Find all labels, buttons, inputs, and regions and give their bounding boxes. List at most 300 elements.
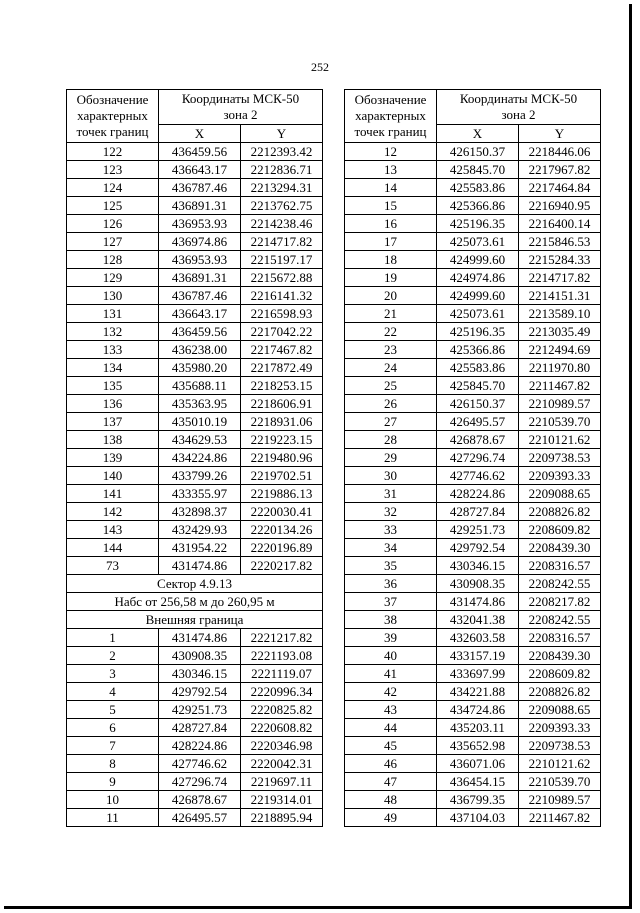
coord-y: 2220030.41 [241, 503, 323, 521]
point-number: 5 [67, 701, 159, 719]
coord-x: 425366.86 [437, 341, 519, 359]
coord-y: 2219223.15 [241, 431, 323, 449]
table-row [345, 287, 601, 305]
coord-y: 2208316.57 [519, 629, 601, 647]
table-row [345, 251, 601, 269]
point-number: 48 [345, 791, 437, 809]
table-row [67, 737, 323, 755]
coord-y: 2220608.82 [241, 719, 323, 737]
coord-x: 435010.19 [159, 413, 241, 431]
point-number: 124 [67, 179, 159, 197]
table-row [345, 269, 601, 287]
point-number: 40 [345, 647, 437, 665]
coord-y: 2209738.53 [519, 449, 601, 467]
coord-x: 425845.70 [437, 377, 519, 395]
point-number: 137 [67, 413, 159, 431]
table-row [67, 161, 323, 179]
coord-y: 2219480.96 [241, 449, 323, 467]
coord-y: 2218253.15 [241, 377, 323, 395]
table-row [67, 701, 323, 719]
point-number: 11 [67, 809, 159, 827]
coord-x: 430346.15 [437, 557, 519, 575]
point-number: 123 [67, 161, 159, 179]
coord-x: 436238.00 [159, 341, 241, 359]
coord-x: 426878.67 [159, 791, 241, 809]
point-number: 46 [345, 755, 437, 773]
point-number: 25 [345, 377, 437, 395]
table-row [67, 359, 323, 377]
table-row [345, 449, 601, 467]
table-row [67, 323, 323, 341]
table-row [67, 647, 323, 665]
table-row [345, 143, 601, 161]
coord-x: 435363.95 [159, 395, 241, 413]
point-number: 27 [345, 413, 437, 431]
point-number: 43 [345, 701, 437, 719]
coord-y: 2211467.82 [519, 809, 601, 827]
point-number: 44 [345, 719, 437, 737]
point-number: 138 [67, 431, 159, 449]
coord-y: 2210539.70 [519, 413, 601, 431]
point-number: 8 [67, 755, 159, 773]
table-row [67, 251, 323, 269]
table-row [67, 143, 323, 161]
table-row [345, 521, 601, 539]
point-number: 9 [67, 773, 159, 791]
header-point-designation: Обозначение характерных точек границ [345, 90, 437, 143]
header-x: X [159, 125, 241, 143]
coord-y: 2209738.53 [519, 737, 601, 755]
coord-x: 435980.20 [159, 359, 241, 377]
coord-y: 2215197.17 [241, 251, 323, 269]
coord-x: 430908.35 [159, 647, 241, 665]
table-row [345, 593, 601, 611]
coord-x: 434629.53 [159, 431, 241, 449]
point-number: 14 [345, 179, 437, 197]
coord-y: 2214717.82 [241, 233, 323, 251]
coord-y: 2219702.51 [241, 467, 323, 485]
coord-y: 2208217.82 [519, 593, 601, 611]
point-number: 131 [67, 305, 159, 323]
coord-x: 426150.37 [437, 143, 519, 161]
table-row [345, 773, 601, 791]
coord-x: 427296.74 [437, 449, 519, 467]
point-number: 144 [67, 539, 159, 557]
point-number: 134 [67, 359, 159, 377]
point-number: 125 [67, 197, 159, 215]
coord-y: 2213589.10 [519, 305, 601, 323]
coord-x: 435688.11 [159, 377, 241, 395]
coord-y: 2212393.42 [241, 143, 323, 161]
point-number: 24 [345, 359, 437, 377]
coord-y: 2216141.32 [241, 287, 323, 305]
table-row [67, 233, 323, 251]
coord-x: 425073.61 [437, 305, 519, 323]
table-row [345, 755, 601, 773]
coord-y: 2221217.82 [241, 629, 323, 647]
table-row [67, 215, 323, 233]
table-row [67, 791, 323, 809]
coord-y: 2216940.95 [519, 197, 601, 215]
coord-x: 427746.62 [437, 467, 519, 485]
point-number: 6 [67, 719, 159, 737]
coord-x: 430908.35 [437, 575, 519, 593]
coord-x: 425583.86 [437, 179, 519, 197]
coord-x: 436643.17 [159, 305, 241, 323]
point-number: 12 [345, 143, 437, 161]
page-number: 252 [311, 60, 329, 74]
table-row [67, 287, 323, 305]
table-row [345, 809, 601, 827]
coord-y: 2221193.08 [241, 647, 323, 665]
coord-x: 424999.60 [437, 287, 519, 305]
coord-x: 435652.98 [437, 737, 519, 755]
point-number: 136 [67, 395, 159, 413]
table-row [67, 413, 323, 431]
table-row [345, 485, 601, 503]
coord-y: 2210121.62 [519, 431, 601, 449]
point-number: 130 [67, 287, 159, 305]
coord-x: 432898.37 [159, 503, 241, 521]
table-row [67, 179, 323, 197]
table-row [67, 197, 323, 215]
coord-x: 436787.46 [159, 287, 241, 305]
point-number: 133 [67, 341, 159, 359]
table-row [345, 647, 601, 665]
coord-y: 2212494.69 [519, 341, 601, 359]
point-number: 45 [345, 737, 437, 755]
coord-y: 2209393.33 [519, 719, 601, 737]
coord-x: 435203.11 [437, 719, 519, 737]
header-coordinates: Координаты МСК-50 зона 2 [437, 90, 601, 125]
point-number: 17 [345, 233, 437, 251]
point-number: 3 [67, 665, 159, 683]
point-number: 26 [345, 395, 437, 413]
coord-y: 2210121.62 [519, 755, 601, 773]
point-number: 49 [345, 809, 437, 827]
table-row [345, 467, 601, 485]
point-number: 127 [67, 233, 159, 251]
coord-y: 2208826.82 [519, 503, 601, 521]
coord-x: 425583.86 [437, 359, 519, 377]
coord-y: 2209088.65 [519, 701, 601, 719]
point-number: 2 [67, 647, 159, 665]
coord-y: 2208609.82 [519, 521, 601, 539]
coord-x: 425845.70 [437, 161, 519, 179]
coord-x: 436974.86 [159, 233, 241, 251]
coord-y: 2212836.71 [241, 161, 323, 179]
point-number: 33 [345, 521, 437, 539]
coord-x: 426150.37 [437, 395, 519, 413]
coord-x: 429792.54 [159, 683, 241, 701]
table-row [345, 557, 601, 575]
table-row [67, 449, 323, 467]
table-row [345, 305, 601, 323]
table-row [67, 665, 323, 683]
header-y: Y [241, 125, 323, 143]
table-row [345, 503, 601, 521]
point-number: 21 [345, 305, 437, 323]
boundary-label: Внешняя граница [67, 611, 323, 629]
point-number: 7 [67, 737, 159, 755]
coord-y: 2215846.53 [519, 233, 601, 251]
coord-y: 2209088.65 [519, 485, 601, 503]
coord-x: 431474.86 [437, 593, 519, 611]
coord-x: 436459.56 [159, 143, 241, 161]
table-row [67, 485, 323, 503]
coord-x: 427296.74 [159, 773, 241, 791]
coord-y: 2210989.57 [519, 395, 601, 413]
coord-y: 2213035.49 [519, 323, 601, 341]
table-row [345, 341, 601, 359]
coord-x: 424999.60 [437, 251, 519, 269]
table-row [345, 575, 601, 593]
coord-x: 428224.86 [159, 737, 241, 755]
point-number: 73 [67, 557, 159, 575]
coord-y: 2214717.82 [519, 269, 601, 287]
table-row [345, 395, 601, 413]
table-row [345, 413, 601, 431]
coord-y: 2218446.06 [519, 143, 601, 161]
point-number: 37 [345, 593, 437, 611]
coord-y: 2208609.82 [519, 665, 601, 683]
coord-y: 2220196.89 [241, 539, 323, 557]
coord-y: 2220825.82 [241, 701, 323, 719]
point-number: 142 [67, 503, 159, 521]
point-number: 34 [345, 539, 437, 557]
coord-x: 436891.31 [159, 197, 241, 215]
table-row [345, 665, 601, 683]
coord-x: 426495.57 [159, 809, 241, 827]
point-number: 30 [345, 467, 437, 485]
coord-x: 425073.61 [437, 233, 519, 251]
coord-y: 2211467.82 [519, 377, 601, 395]
point-number: 28 [345, 431, 437, 449]
coord-y: 2215672.88 [241, 269, 323, 287]
point-number: 29 [345, 449, 437, 467]
table-row [345, 161, 601, 179]
coord-y: 2219697.11 [241, 773, 323, 791]
coord-x: 432603.58 [437, 629, 519, 647]
coord-x: 433355.97 [159, 485, 241, 503]
coord-y: 2217967.82 [519, 161, 601, 179]
coord-x: 437104.03 [437, 809, 519, 827]
table-row [67, 809, 323, 827]
point-number: 13 [345, 161, 437, 179]
table-row [345, 611, 601, 629]
point-number: 39 [345, 629, 437, 647]
point-number: 22 [345, 323, 437, 341]
table-row [345, 701, 601, 719]
coord-x: 436891.31 [159, 269, 241, 287]
coord-x: 425196.35 [437, 323, 519, 341]
point-number: 1 [67, 629, 159, 647]
coord-y: 2208242.55 [519, 575, 601, 593]
point-number: 141 [67, 485, 159, 503]
coord-y: 2217467.82 [241, 341, 323, 359]
table-row [67, 773, 323, 791]
point-number: 126 [67, 215, 159, 233]
coord-x: 431954.22 [159, 539, 241, 557]
point-number: 38 [345, 611, 437, 629]
coord-y: 2220134.26 [241, 521, 323, 539]
coord-y: 2218606.91 [241, 395, 323, 413]
table-row [345, 719, 601, 737]
coord-y: 2220346.98 [241, 737, 323, 755]
table-row [67, 377, 323, 395]
coord-x: 433697.99 [437, 665, 519, 683]
point-number: 32 [345, 503, 437, 521]
table-row [67, 431, 323, 449]
coord-y: 2216400.14 [519, 215, 601, 233]
header-y: Y [519, 125, 601, 143]
table-row [67, 341, 323, 359]
coord-x: 436459.56 [159, 323, 241, 341]
coord-x: 430346.15 [159, 665, 241, 683]
coord-y: 2216598.93 [241, 305, 323, 323]
coord-y: 2220217.82 [241, 557, 323, 575]
table-row [67, 269, 323, 287]
coord-x: 425196.35 [437, 215, 519, 233]
table-row [345, 377, 601, 395]
table-row [345, 737, 601, 755]
coord-y: 2221119.07 [241, 665, 323, 683]
coord-x: 436953.93 [159, 215, 241, 233]
coord-y: 2218895.94 [241, 809, 323, 827]
point-number: 41 [345, 665, 437, 683]
coord-y: 2214238.46 [241, 215, 323, 233]
point-number: 35 [345, 557, 437, 575]
coord-x: 434724.86 [437, 701, 519, 719]
point-number: 132 [67, 323, 159, 341]
table-row [345, 431, 601, 449]
point-number: 19 [345, 269, 437, 287]
point-number: 42 [345, 683, 437, 701]
coord-x: 436953.93 [159, 251, 241, 269]
coord-y: 2213762.75 [241, 197, 323, 215]
coord-y: 2215284.33 [519, 251, 601, 269]
coord-x: 436643.17 [159, 161, 241, 179]
table-row [345, 215, 601, 233]
coord-x: 433157.19 [437, 647, 519, 665]
point-number: 4 [67, 683, 159, 701]
coord-y: 2208439.30 [519, 539, 601, 557]
coord-x: 433799.26 [159, 467, 241, 485]
table-row [67, 503, 323, 521]
table-row [345, 791, 601, 809]
point-number: 15 [345, 197, 437, 215]
coord-x: 434221.88 [437, 683, 519, 701]
point-number: 129 [67, 269, 159, 287]
table-row [345, 179, 601, 197]
table-row [67, 755, 323, 773]
point-number: 18 [345, 251, 437, 269]
coord-y: 2211970.80 [519, 359, 601, 377]
coord-x: 434224.86 [159, 449, 241, 467]
table-row [345, 683, 601, 701]
table-row [67, 629, 323, 647]
coord-y: 2208826.82 [519, 683, 601, 701]
point-number: 10 [67, 791, 159, 809]
header-point-designation: Обозначение характерных точек границ [67, 90, 159, 143]
table-row [345, 539, 601, 557]
point-number: 31 [345, 485, 437, 503]
header-coordinates: Координаты МСК-50 зона 2 [159, 90, 323, 125]
point-number: 23 [345, 341, 437, 359]
table-row [345, 197, 601, 215]
coord-y: 2217872.49 [241, 359, 323, 377]
table-row [345, 629, 601, 647]
coord-x: 431474.86 [159, 629, 241, 647]
table-row [67, 467, 323, 485]
table-row [67, 683, 323, 701]
coord-y: 2220042.31 [241, 755, 323, 773]
point-number: 36 [345, 575, 437, 593]
table-row [67, 557, 323, 575]
table-row [345, 323, 601, 341]
coordinates-table-left [66, 89, 323, 827]
coord-x: 432041.38 [437, 611, 519, 629]
coord-x: 432429.93 [159, 521, 241, 539]
coord-x: 436799.35 [437, 791, 519, 809]
coord-x: 429251.73 [437, 521, 519, 539]
point-number: 128 [67, 251, 159, 269]
table-row [67, 395, 323, 413]
coord-x: 424974.86 [437, 269, 519, 287]
sector-height-range: Набс от 256,58 м до 260,95 м [67, 593, 323, 611]
table-row [67, 719, 323, 737]
sector-title: Сектор 4.9.13 [67, 575, 323, 593]
coord-x: 429792.54 [437, 539, 519, 557]
coord-y: 2220996.34 [241, 683, 323, 701]
point-number: 140 [67, 467, 159, 485]
table-row [67, 539, 323, 557]
point-number: 143 [67, 521, 159, 539]
coord-y: 2208242.55 [519, 611, 601, 629]
table-row [345, 359, 601, 377]
coord-y: 2208316.57 [519, 557, 601, 575]
coord-y: 2217042.22 [241, 323, 323, 341]
coord-y: 2219314.01 [241, 791, 323, 809]
table-row [67, 305, 323, 323]
coord-x: 426878.67 [437, 431, 519, 449]
point-number: 139 [67, 449, 159, 467]
coord-x: 436787.46 [159, 179, 241, 197]
coord-y: 2213294.31 [241, 179, 323, 197]
coord-x: 426495.57 [437, 413, 519, 431]
coord-y: 2210539.70 [519, 773, 601, 791]
coordinates-table-right [344, 89, 601, 827]
coord-x: 431474.86 [159, 557, 241, 575]
coord-x: 428727.84 [159, 719, 241, 737]
point-number: 47 [345, 773, 437, 791]
table-row [345, 233, 601, 251]
point-number: 122 [67, 143, 159, 161]
coord-y: 2218931.06 [241, 413, 323, 431]
coord-x: 436071.06 [437, 755, 519, 773]
coord-x: 427746.62 [159, 755, 241, 773]
coord-x: 425366.86 [437, 197, 519, 215]
coord-y: 2214151.31 [519, 287, 601, 305]
coord-x: 429251.73 [159, 701, 241, 719]
coord-x: 428727.84 [437, 503, 519, 521]
point-number: 135 [67, 377, 159, 395]
table-row [67, 521, 323, 539]
point-number: 16 [345, 215, 437, 233]
header-x: X [437, 125, 519, 143]
coord-x: 428224.86 [437, 485, 519, 503]
coord-y: 2210989.57 [519, 791, 601, 809]
